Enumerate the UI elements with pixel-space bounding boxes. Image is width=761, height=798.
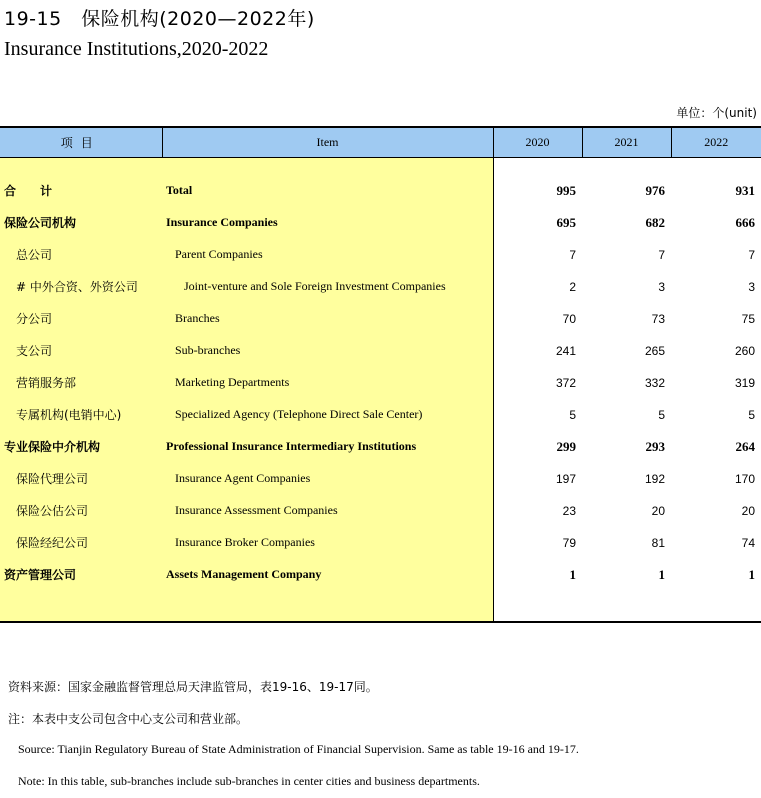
unit-label: 单位：个(unit) (676, 106, 757, 120)
row-value-2020: 7 (569, 247, 576, 262)
header-year-2022: 2022 (671, 127, 761, 157)
row-value-2022: 319 (734, 375, 755, 390)
table-row (0, 431, 761, 463)
row-value-2022: 666 (735, 214, 755, 230)
table-header-row (0, 127, 761, 157)
table-row (0, 239, 761, 271)
row-value-2021: 265 (644, 343, 665, 358)
row-label-cn: 支公司 (0, 335, 162, 367)
table-note-en: Note: In this table, sub-branches include sub-branches in center cities and business departments. (18, 774, 480, 788)
row-label-en: Joint-venture and Sole Foreign Investment Companies (162, 271, 493, 303)
row-value-2021: 73 (651, 311, 665, 326)
row-value-2020: 23 (562, 503, 576, 518)
row-label-en: Branches (162, 303, 493, 335)
row-value-2020: 995 (556, 182, 576, 198)
table-row (0, 335, 761, 367)
row-label-cn: 保险经纪公司 (0, 527, 162, 559)
row-value-2022: 20 (741, 503, 755, 518)
row-label-cn: 保险公估公司 (0, 495, 162, 527)
table-note-cn: 注：本表中支公司包含中心支公司和营业部。 (8, 712, 249, 726)
row-label-cn: 合 计 (0, 175, 162, 207)
row-value-2020: 695 (556, 214, 576, 230)
table-spacer-top (0, 157, 761, 175)
row-label-en: Parent Companies (162, 239, 493, 271)
row-value-2022: 1 (748, 566, 755, 582)
row-value-2021: 81 (651, 535, 665, 550)
table-row (0, 559, 761, 591)
row-value-2021: 192 (644, 471, 665, 486)
row-label-en: Marketing Departments (162, 367, 493, 399)
table-row (0, 367, 761, 399)
row-value-2022: 260 (734, 343, 755, 358)
row-label-en: Assets Management Company (162, 559, 493, 591)
row-label-cn: 总公司 (0, 239, 162, 271)
table-row (0, 527, 761, 559)
row-label-cn: 专属机构(电销中心) (0, 399, 162, 431)
row-value-2020: 2 (569, 279, 576, 294)
row-label-en: Insurance Companies (162, 207, 493, 239)
row-value-2020: 1 (569, 566, 576, 582)
row-label-cn: 资产管理公司 (0, 559, 162, 591)
row-value-2022: 74 (741, 535, 755, 550)
row-label-en: Sub-branches (162, 335, 493, 367)
page-title-english: Insurance Institutions,2020-2022 (4, 38, 269, 60)
table-row (0, 495, 761, 527)
header-year-2021: 2021 (582, 127, 671, 157)
row-value-2021: 3 (658, 279, 665, 294)
table-row (0, 303, 761, 335)
table-row (0, 463, 761, 495)
source-note-en: Source: Tianjin Regulatory Bureau of State Administration of Financial Supervision. Same as table 19-16 and 19-17. (18, 742, 579, 756)
table-row (0, 207, 761, 239)
row-label-en: Insurance Agent Companies (162, 463, 493, 495)
row-value-2021: 293 (645, 438, 665, 454)
row-label-cn: 保险公司机构 (0, 207, 162, 239)
table-spacer-bottom (0, 591, 761, 622)
row-value-2022: 5 (748, 407, 755, 422)
row-value-2021: 976 (645, 182, 665, 198)
row-value-2022: 3 (748, 279, 755, 294)
row-value-2020: 5 (569, 407, 576, 422)
table-row (0, 399, 761, 431)
row-value-2022: 264 (735, 438, 755, 454)
table-row (0, 271, 761, 303)
row-value-2022: 7 (748, 247, 755, 262)
insurance-institutions-table (0, 126, 761, 623)
table-row (0, 175, 761, 207)
row-label-cn: 营销服务部 (0, 367, 162, 399)
row-value-2022: 170 (734, 471, 755, 486)
header-year-2020: 2020 (493, 127, 582, 157)
row-value-2022: 75 (741, 311, 755, 326)
page-title-chinese: 19-15 保险机构(2020—2022年) (4, 8, 315, 30)
row-label-en: Total (162, 175, 493, 207)
row-value-2021: 5 (658, 407, 665, 422)
header-item-cn: 项目 (0, 127, 162, 157)
row-value-2020: 241 (555, 343, 576, 358)
row-value-2020: 70 (562, 311, 576, 326)
row-label-cn: # 中外合资、外资公司 (0, 271, 162, 303)
header-item-en: Item (162, 127, 493, 157)
row-value-2020: 197 (555, 471, 576, 486)
row-value-2021: 332 (644, 375, 665, 390)
row-label-cn: 保险代理公司 (0, 463, 162, 495)
row-label-en: Insurance Broker Companies (162, 527, 493, 559)
row-label-en: Specialized Agency (Telephone Direct Sale Center) (162, 399, 493, 431)
row-label-cn: 专业保险中介机构 (0, 431, 162, 463)
row-label-en: Professional Insurance Intermediary Institutions (162, 431, 493, 463)
row-value-2022: 931 (735, 182, 755, 198)
row-value-2020: 372 (555, 375, 576, 390)
row-value-2021: 682 (645, 214, 665, 230)
row-value-2021: 7 (658, 247, 665, 262)
row-label-cn: 分公司 (0, 303, 162, 335)
row-value-2020: 79 (562, 535, 576, 550)
source-note-cn: 资料来源：国家金融监督管理总局天津监管局，表19-16、19-17同。 (8, 680, 378, 694)
row-label-en: Insurance Assessment Companies (162, 495, 493, 527)
row-value-2021: 1 (658, 566, 665, 582)
row-value-2021: 20 (651, 503, 665, 518)
row-value-2020: 299 (556, 438, 576, 454)
